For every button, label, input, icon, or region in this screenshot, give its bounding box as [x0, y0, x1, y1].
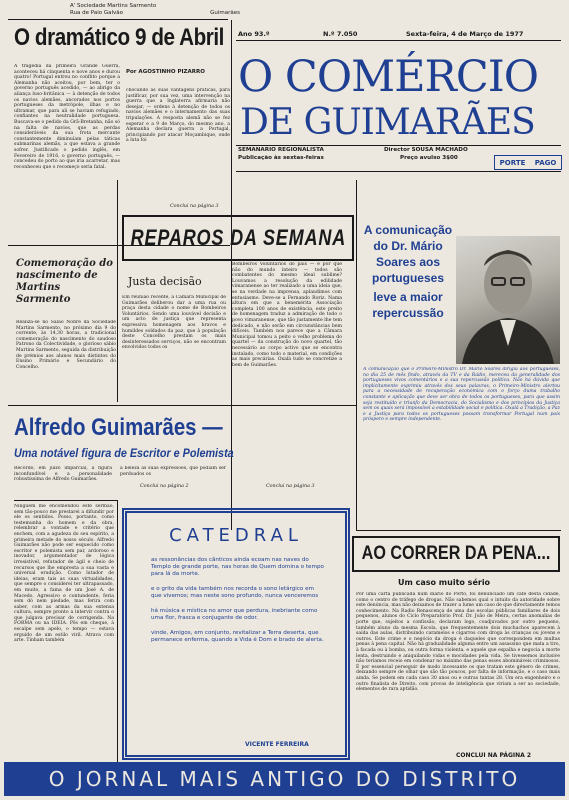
masthead-numero: N.º 7.050 — [323, 30, 358, 38]
masthead-sub-left1: SEMANARIO REGIONALISTA — [238, 147, 324, 153]
catedral-stanza3: há música e mística no amor que perdura, inebriante como uma flor, frasca e conjugante de odor. — [151, 608, 318, 621]
soares-h6: repercussão — [372, 306, 444, 320]
addressee-line2: Rua de Paio Galvão — [70, 10, 124, 16]
headline-abril: O dramático 9 de Abril — [14, 24, 225, 51]
correr-body: Por uma carta publicada num diário do Porto, foi denunciado um café desta cidade, como o centro de tráfego de drogas. Não sabemos qual o intuito da autoridade sobre este denúncia, mas não deixamos de trazer a lume um caso de que directamente temos conhecimento. Na Radio Renascença de uma das escolas públicas familiares de dois pequenos, alunos do Ciclo Preparatório Prof. Dr. João de Meira, certas anomalias de porte que, sujeitos a confissão, declaram logo, coadjuvados por outro pequeno, também aluno da mesma Escola, que frequentemente dois muchachos aparecem à saída das aulas, distribuindo caramelos e cigarros com droga às crianças ou jovens e outros. Este crime e o negócio da droga é daqueles que correspondem em multas penas à pena capital. Não há gradualidade alguma entre um assassino que mata a tiro, à facada ou à bomba, ou outra forma violenta, e aquele que espalha e negocia a morte lenta, destruindo e aniquilando vidas e mocidades pela vida. Se tivessemos inclusive não teríamos receio em condenar no máximo das penas esses abomináveis criminosos. É por essencial perseguir de modo incessante os que tratam este género de crimes, deixando sempre de olhar que são tão poucos, por falta de informação, e o caso mais ainda. Se podem em cada caso 30 anos ou e outras tantas 28. Um era engenheiro e o outro finalista de Direito, com provas de inteligência que viriam a ser ao sociedade, elementos de rara aptidão. — [356, 592, 560, 693]
alfredo-col1: Ninguém me encomendou este sermão, sem tão-pouco me prestarei a difundir por ele os sentidos. Posso, portanto, como testemunha do homem e da obra, relembrar a vontade e critério que enchem, com a agudeza do seu espírito, a primeira metade do nosso século. Alfredo Guimarães não pode ser esquecido como escritor e polemista sem par, ardoroso e inovador, argumentador de lógica irresistível, refutador de ágil e cheio de recursos que lhe empresta a sua vasta e universal erudição. Como lutador de ideias, eram tais as suas virtualidades, que sempre o considerei ter ultrapassado, em muito, a fama de um José A. de Macedo. Agressivo e contundente, feria sem dó nem piedade, mas ferira com saber, com as armas da sua extensa cultura, sempre pronto a intervir contra o que julgava precisar de corrigenda. Na FORMA ou na IDEIA. Pôs em cheque, à escalpe sem apelo, o tempo — estava erguido de um estilo viril. Atrava com arte. Tinham também — [14, 504, 114, 644]
porte-pago-stamp — [494, 155, 562, 170]
comemoracao-headline: Comemoração do nascimento de Martins Sarmento — [16, 258, 113, 305]
reparos-title: REPAROS DA SEMANA — [130, 225, 346, 250]
soares-h5: leve a maior — [373, 290, 443, 304]
correr-title: AO CORRER DA PENA... — [361, 543, 551, 564]
porte-label: PORTE — [499, 158, 526, 167]
soares-body: A comunicação que o Primeiro-Ministro Dr. Mário Soares dirigiu aos portugueses, no dia 25 de mês findo, através da TV e da Rádio, mereceu da generalidade dos portugueses vivos comentários e a sua repercussão política. Não há dúvida que implicitamente exprimiu através dos seus palavras, o Primeiro-Ministro alertou para a necessidade de recuperação económica com o forço duma trabalho constante e aplicação que deve ser obra de todos os portugueses, para que assim seja restituído e triunfo da Democracia, do Socialismo e dos princípios da Justiça sem os quais será impossível a estabilidade social e política. Oxalá a Tradição, a Paz e a Justiça para todos os portugueses possam transformar Portugal num país próspero e sempre independente. — [363, 367, 560, 423]
catedral-signature: VICENTE FERREIRA — [245, 741, 309, 748]
soares-h4: portugueses — [371, 271, 444, 285]
catedral-stanza1: as ressonâncias dos cânticos ainda ecoam nas naves do Templo de grande porte, nas horas de Quem domina o tempo para lá da morte. — [151, 557, 324, 577]
reparos-title-box — [122, 215, 354, 261]
catedral-box — [122, 508, 350, 760]
soares-h2: do Dr. Mário — [373, 239, 443, 253]
alfredo-intro-right: a beleza às suas expressões, que podiam ser perdoados os — [120, 466, 226, 477]
catedral-stanza4: vinde, Amigos, em conjunto, revitalizar a Terra deserta, que permanece enferma, quando a Vida é Dom e brado de alerta. — [151, 630, 324, 643]
correr-title-box — [352, 536, 560, 572]
abril-byline: Por AGOSTINHO PIZARRO — [126, 69, 205, 75]
masthead-date: Sexta-feira, 4 de Março de 1977 — [406, 30, 524, 38]
alfredo-intro-left: Recordo, em juízo imparcial, a figura inconfundível e a personalidade robustíssima de Alfredo Guimarães. — [14, 466, 112, 483]
alfredo-subheadline: Uma notável figura de Escritor e Polemista — [14, 446, 234, 460]
masthead-director: Director SOUSA MACHADO — [384, 147, 468, 153]
soares-headline — [363, 222, 453, 321]
masthead-sub-left2: Publicação às sextas-feiras — [238, 154, 324, 161]
comemoracao-body: Realiza-se no Salão Nobre da Sociedade Martins Sarmento, no próximo dia 9 do corrente, às 14,30 horas, a tradicional comemoração do nascimento do saudoso Patrono da Colectividade, o glorioso sábio Martins Sarmento, seguida da distribuição de prémios aos alunos mais distintos do Ensino Primário e Secundário do Concelho. — [16, 320, 116, 370]
correr-continue: CONCLUI NA PÁGINA 2 — [456, 752, 532, 759]
catedral-title: CATEDRAL — [169, 525, 303, 546]
alfredo-headline: Alfredo Guimarães — — [14, 414, 223, 441]
masthead-ano: Ano 93.º — [238, 30, 270, 38]
masthead-title-line2: DE GUIMARÃES — [240, 102, 535, 143]
addressee-line3: Guimarães — [210, 10, 240, 16]
abril-continue: Conclui na página 3 — [170, 204, 219, 209]
addressee-line1: A' Sociedade Martins Sarmento — [70, 3, 157, 9]
catedral-stanza2: e o grito da vida também nos recorda o sono letárgico em que vivemos; mas neste sono profundo, nunca venceremos — [151, 586, 319, 599]
soares-h3: Soares aos — [375, 255, 441, 269]
abril-col1: A tragédia da primeira Grande Guerra, aconteceu há cinquenta e nove anos e durou quatro! Portugal entrou no conflito porque a Alemanha não aceitou, por bem, ter o governo português acedido, — ao abrigo da aliança luso-britânica — à detenção de todos os navios alemães, ancorados nos portos portugueses da metrópole, ilhas e no ultramar, que para ali se haviam refugiado, confiantes na neutralidade portuguesa. Buscava-se o pedido da Grã-Bretanha, não só na falta de navios, que as perdas consideráveis da sua frota mercante constantemente diminuíam pelas táticas submarinas alemãs, a que estava a grande sofrer. Justificado o pedido inglês, em Fevereiro de 1916, o governo português, — concedeu do porto ao que iria acarretar, mas reconheceu que o recomeço seria fatal. — [14, 64, 120, 170]
addressee-block — [70, 3, 240, 17]
correr-subtitle: Um caso muito sério — [398, 578, 491, 587]
reparos-subtitle: Justa decisão — [128, 275, 202, 288]
soares-photo — [456, 236, 560, 364]
reparos-col2: Bombeiros Voluntários do país — e por que não do mundo inteiro — todos são combatentes do mesmo ideal sublime? Louvamos a resolução da edilidade vimaranense ao ter realizado a uma ideia que, se na verdade na imprensa, aplaudimos com entusiasmo. Deve-se a Fernando Roriz. Nama altura em que a benemérita Associação completa 100 anos de existência, este preito de homenagem traduz a admiração de todo o povo vimaranense, que tão justamente lhe tem dedicado, e não serão em circunstâncias bem difíceis. Também nos parece que a Câmara Municipal tomou a peito o velho problema do quartel — da construção do novo quartel, tão necessário ao corpo activo que se encontra instalado, como todo o material, em condições as mais precárias. Oxalá tudo se concretize a bem de Guimarães. — [232, 262, 342, 368]
masthead-price: Preço avulso 3$00 — [400, 154, 458, 161]
abril-col2: chocando as suas vantagens práticas, para justificar, por sua vez, uma intervenção na guerra que a Inglaterra afirmaria não desejar, — ordens à detenção de todos os navios alemães e o internamento das suas tripulações. A resposta alemã não se fez esperar e a 9 de Março, do mesmo ano, a Alemanha declara guerra a Portugal, principiando por atacar Moçambique, onde a luta foi — [126, 88, 230, 144]
footer-banner — [4, 762, 565, 796]
pago-label: PAGO — [534, 158, 557, 167]
reparos-continue: Conclui na página 3 — [266, 484, 315, 489]
footer-text: O JORNAL MAIS ANTIGO DO DISTRITO — [48, 767, 521, 791]
masthead-title-line1: O COMÉRCIO — [238, 52, 539, 102]
alfredo-continue: Conclui na página 2 — [140, 484, 189, 489]
portrait-icon — [456, 236, 560, 364]
soares-h1: A comunicação — [363, 223, 453, 237]
reparos-col1: Em reunião recente, a Câmara Municipal de Guimarães deliberou dar a uma rua ou praça desta cidade o nome de Bombeiros Voluntários. Sendo uma louvável decisão e um acto de justiça que representa expressiva homenagem aos bravos e humildes soldados da paz, que à população deste Concelho prestam os mais desinteressados serviços, não se encontram envolvidos todos os — [122, 295, 226, 351]
